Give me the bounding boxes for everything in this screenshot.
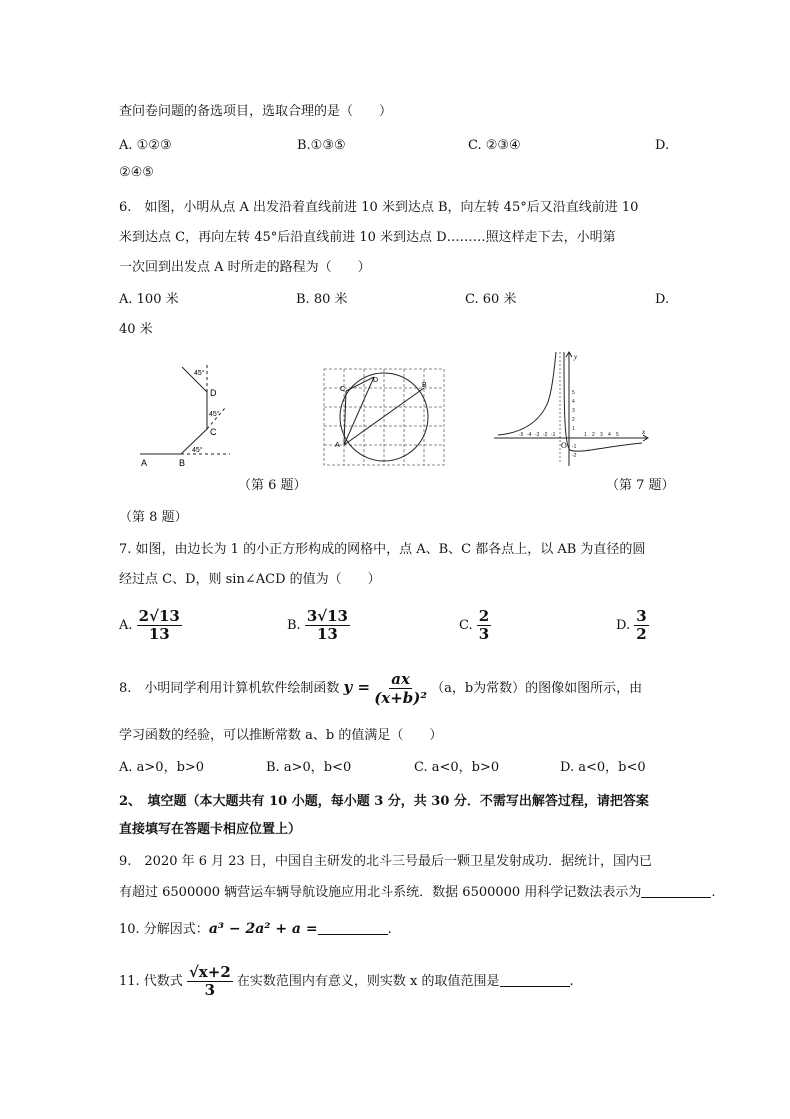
label-d: D <box>373 377 379 384</box>
q8-option-a: A. a>0，b>0 <box>119 760 205 775</box>
q8-option-b: B. a>0，b<0 <box>266 760 352 775</box>
fraction <box>137 608 182 643</box>
q5-stem-tail: 查问卷问题的备选项目，选取合理的是（ ） <box>119 104 393 119</box>
q6-option-d-text: 40 米 <box>119 322 153 337</box>
q11-answer-blank <box>500 972 570 987</box>
q11-stem-pre: 11. 代数式 <box>119 974 183 989</box>
q7-option-d <box>616 608 649 643</box>
q9-answer-blank <box>641 883 711 898</box>
y-tick-label: 1 <box>572 426 575 432</box>
label-b: B <box>179 458 186 468</box>
x-tick-label: -1 <box>551 432 556 438</box>
curve-right-branch <box>564 352 642 451</box>
y-tick-label: 5 <box>572 390 575 396</box>
q11-fraction <box>187 964 233 999</box>
x-tick-label: -2 <box>543 432 548 438</box>
q5-option-b: B.①③⑤ <box>297 138 346 153</box>
q11-denominator: 3 <box>204 981 216 999</box>
label-c: C <box>210 427 217 437</box>
formula-denominator: (x+b)² <box>374 689 427 707</box>
angle-label-b: 45° <box>192 447 203 454</box>
y-tick-label: 3 <box>572 408 575 414</box>
q10-stem: 10. 分解因式：a³ − 2a² + a = . <box>119 921 392 937</box>
y-tick-label: 2 <box>572 417 575 423</box>
x-axis-label: x <box>642 428 646 436</box>
caption-fig6: （第 6 题） <box>238 478 307 493</box>
q6-option-d: D. <box>655 292 670 307</box>
label-a: A <box>141 458 148 468</box>
q8-stem-line2: 学习函数的经验，可以推断常数 a、b 的值满足（ ） <box>119 728 443 743</box>
denominator: 13 <box>148 625 170 643</box>
denominator: 3 <box>478 625 490 643</box>
origin-label: O <box>561 441 567 450</box>
option-label: A. <box>119 618 133 633</box>
fraction <box>477 608 491 643</box>
angle-label-c: 45° <box>209 411 220 418</box>
q11-stem-post: 在实数范围内有意义，则实数 x 的取值范围是 <box>236 974 500 989</box>
q6-stem-line3: 一次回到出发点 A 时所走的路程为（ ） <box>119 260 371 275</box>
label-d: D <box>210 388 217 398</box>
caption-fig8: （第 8 题） <box>119 510 188 525</box>
x-tick-label: -4 <box>527 432 532 438</box>
formula-lhs: y = <box>343 678 371 696</box>
fraction <box>305 608 350 643</box>
label-a: A <box>335 442 340 449</box>
curve-left-branch <box>498 352 556 435</box>
q5-option-d-text: ②④⑤ <box>119 165 154 180</box>
q6-stem-line2: 米到达点 C，再向左转 45°后沿直线前进 10 米到达点 D………照这样走下去，小明第 <box>119 230 616 245</box>
q11-stem: 11. 代数式 $\frac{√x+2}{3}$ 在实数范围内有意义，则实数 x 的取值范围是 . <box>119 963 574 999</box>
y-tick-label: 4 <box>572 399 575 405</box>
option-label: B. <box>287 618 301 633</box>
figure-q7-grid-circle <box>322 367 446 467</box>
q11-numerator: √x+2 <box>188 963 231 981</box>
q5-option-c: C. ②③④ <box>468 138 521 153</box>
x-tick-label: -3 <box>535 432 540 438</box>
y-axis-label: y <box>574 353 578 361</box>
denominator: 13 <box>316 625 338 643</box>
q7-option-a <box>119 608 182 643</box>
y-tick-label: -2 <box>572 453 577 459</box>
q9-stem-text: 有超过 6500000 辆营运车辆导航设施应用北斗系统．数据 6500000 用科学记数法表示为 <box>119 885 642 900</box>
figure-q8-graph <box>492 350 652 468</box>
q7-option-b <box>287 608 350 643</box>
q5-option-d: D. <box>655 138 670 153</box>
q9-stem-line1: 9. 2020 年 6 月 23 日，中国自主研发的北斗三号最后一颗卫星发射成功．据统计，国内已 <box>119 854 652 869</box>
formula-fraction <box>374 670 427 707</box>
numerator: 3 <box>636 607 647 625</box>
angle-label-d: 45° <box>194 370 205 377</box>
y-tick-label: -1 <box>572 444 577 450</box>
chord-cd <box>346 377 374 391</box>
q7-option-c <box>459 608 491 643</box>
q8-stem-pre: 8. 小明同学利用计算机软件绘制函数 <box>119 681 340 696</box>
x-tick-label: 2 <box>592 432 595 438</box>
label-b: B <box>422 382 427 389</box>
q6-option-a: A. 100 米 <box>119 292 179 307</box>
section2-heading-line1: 2、 填空题（本大题共有 10 小题，每小题 3 分，共 30 分．不需写出解答过程，请把答案 <box>119 794 649 809</box>
x-tick-label: 1 <box>584 432 587 438</box>
q5-option-a: A. ①②③ <box>119 138 172 153</box>
formula-numerator: ax <box>391 670 410 688</box>
q6-stem-line1: 6. 如图，小明从点 A 出发沿着直线前进 10 米到达点 B，向左转 45°后又沿直线前进 10 <box>119 200 639 215</box>
q10-stem-text: 10. 分解因式： <box>119 922 209 937</box>
q6-option-b: B. 80 米 <box>296 292 348 307</box>
q8-option-d: D. a<0，b<0 <box>560 760 646 775</box>
q10-answer-blank <box>318 920 388 935</box>
q6-option-c: C. 60 米 <box>465 292 517 307</box>
q8-stem-post: （a，b为常数）的图像如图所示，由 <box>431 681 643 696</box>
caption-fig7: （第 7 题） <box>606 478 675 493</box>
fraction <box>634 608 648 643</box>
figure-q6-path <box>135 352 235 470</box>
q9-stem-line2: 有超过 6500000 辆营运车辆导航设施应用北斗系统．数据 6500000 用科学记数法表示为 . <box>119 885 716 900</box>
numerator: 2√13 <box>138 607 180 625</box>
q8-stem-line1 <box>119 666 642 710</box>
x-tick-label: -5 <box>519 432 524 438</box>
numerator: 3√13 <box>306 607 348 625</box>
x-tick-label: 3 <box>600 432 603 438</box>
label-c: C <box>340 386 346 393</box>
q10-expression: a³ − 2a² + a = <box>208 921 318 937</box>
x-tick-label: 5 <box>616 432 619 438</box>
q7-stem-line2: 经过点 C、D，则 sin∠ACD 的值为（ ） <box>119 572 381 587</box>
q7-stem-line1: 7. 如图，由边长为 1 的小正方形构成的网格中，点 A、B、C 都各点上，以 AB 为直径的圆 <box>119 542 646 557</box>
numerator: 2 <box>478 607 490 625</box>
x-tick-label: 4 <box>608 432 611 438</box>
option-label: C. <box>459 618 473 633</box>
q8-option-c: C. a<0，b>0 <box>414 760 500 775</box>
denominator: 2 <box>636 625 647 643</box>
option-label: D. <box>616 618 631 633</box>
section2-heading-line2: 直接填写在答题卡相应位置上） <box>119 822 302 837</box>
